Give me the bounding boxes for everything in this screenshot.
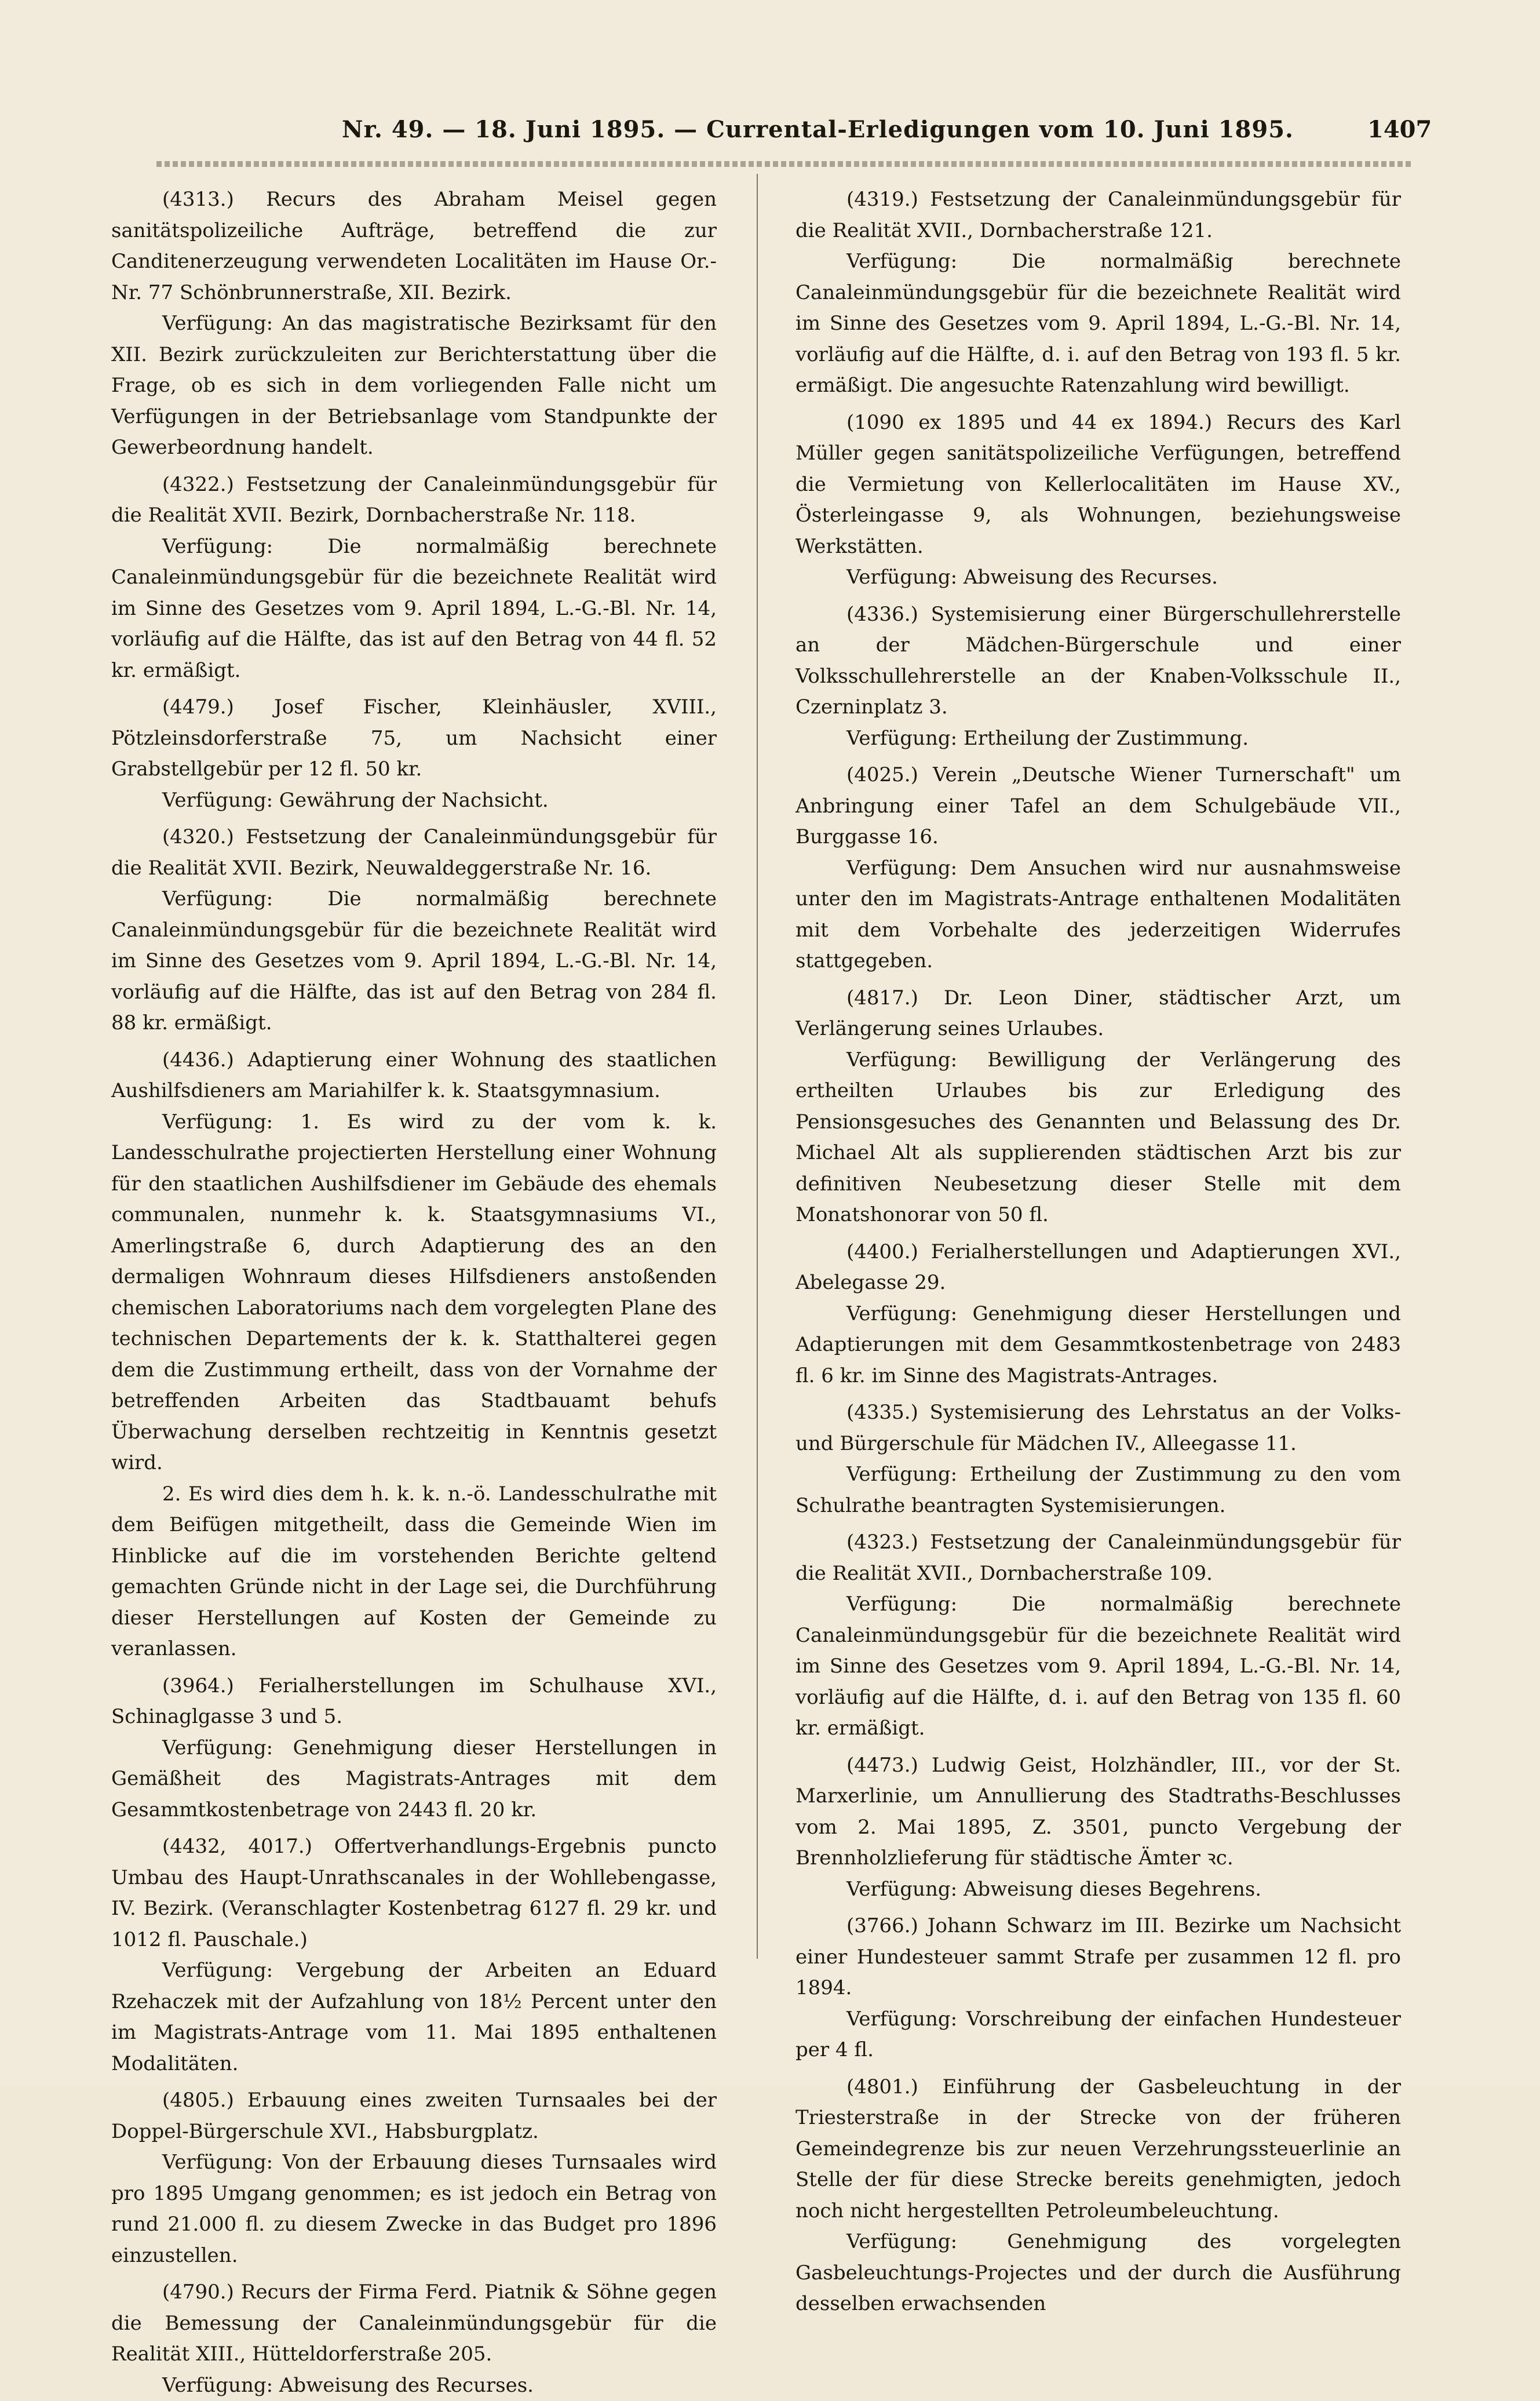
paragraph: Verfügung: Die normalmäßig berechnete Canaleinmündungsgebür für die bezeichnete Realität wird im Sinne des Gesetzes vom 9. April 1894, L.-G.-Bl. Nr. 14, vorläufig auf die Hälfte, das ist auf den Betrag von 284 fl. 88 kr. ermäßigt. (111, 884, 717, 1039)
paragraph: Verfügung: Gewährung der Nachsicht. (111, 785, 717, 817)
paragraph: Verfügung: Dem Ansuchen wird nur ausnahmsweise unter den im Magistrats-Antrage enthaltenen Modalitäten mit dem Vorbehalte des jederzeitigen Widerrufes stattgegeben. (795, 853, 1401, 977)
paragraph: (4432, 4017.) Offertverhandlungs-Ergebnis puncto Umbau des Haupt-Unrathscanales in der Wohllebengasse, IV. Bezirk. (Veranschlagter Kostenbetrag 6127 fl. 29 kr. und 1012 fl. Pauschale.) (111, 1831, 717, 1955)
paragraph: (4336.) Systemisierung einer Bürgerschullehrerstelle an der Mädchen-Bürgerschule und einer Volksschullehrerstelle an der Knaben-Volksschule II., Czerninplatz 3. (795, 599, 1401, 723)
paragraph: (4323.) Festsetzung der Canaleinmündungsgebür für die Realität XVII., Dornbacherstraße 109. (795, 1527, 1401, 1589)
paragraph: (1090 ex 1895 und 44 ex 1894.) Recurs des Karl Müller gegen sanitätspolizeiliche Verfügungen, betreffend die Vermietung von Kellerlocalitäten im Hause XV., Österleingasse 9, als Wohnungen, beziehungsweise Werkstätten. (795, 407, 1401, 563)
paragraph: Verfügung: Die normalmäßig berechnete Canaleinmündungsgebür für die bezeichnete Realität wird im Sinne des Gesetzes vom 9. April 1894, L.-G.-Bl. Nr. 14, vorläufig auf die Hälfte, d. i. auf den Betrag von 193 fl. 5 kr. ermäßigt. Die angesuchte Ratenzahlung wird bewilligt. (795, 246, 1401, 402)
column-divider (757, 174, 758, 1959)
paragraph: (4025.) Verein „Deutsche Wiener Turnerschaft" um Anbringung einer Tafel an dem Schulgebäude VII., Burggasse 16. (795, 760, 1401, 853)
page-number: 1407 (1367, 116, 1432, 143)
paragraph: Verfügung: Genehmigung dieser Herstellungen und Adaptierungen mit dem Gesammtkostenbetrage von 2483 fl. 6 kr. im Sinne des Magistrats-Antrages. (795, 1299, 1401, 1392)
paragraph: (4479.) Josef Fischer, Kleinhäusler, XVIII., Pötzleinsdorferstraße 75, um Nachsicht einer Grabstellgebür per 12 fl. 50 kr. (111, 692, 717, 785)
paragraph: (4805.) Erbauung eines zweiten Turnsaales bei der Doppel-Bürgerschule XVI., Habsburgplatz. (111, 2085, 717, 2147)
paragraph: Verfügung: 1. Es wird zu der vom k. k. Landesschulrathe projectierten Herstellung einer Wohnung für den staatlichen Aushilfsdiener im Gebäude des ehemals communalen, nunmehr k. k. Staatsgymnasiums VI., Amerlingstraße 6, durch Adaptierung des an den dermaligen Wohnraum dieses Hilfsdieners anstoßenden chemischen Laboratoriums nach dem vorgelegten Plane des technischen Departements der k. k. Statthalterei gegen dem die Zustimmung ertheilt, dass von der Vornahme der betreffenden Arbeiten das Stadtbauamt behufs Überwachung derselben rechtzeitig in Kenntnis gesetzt wird. (111, 1107, 717, 1479)
paragraph: (4335.) Systemisierung des Lehrstatus an der Volks- und Bürgerschule für Mädchen IV., Alleegasse 11. (795, 1397, 1401, 1459)
header-rule (156, 161, 1414, 167)
paragraph: (4801.) Einführung der Gasbeleuchtung in der Triesterstraße in der Strecke von der früheren Gemeindegrenze bis zur neuen Verzehrungssteuerlinie an Stelle der für diese Strecke bereits genehmigten, jedoch noch nicht hergestellten Petroleumbeleuchtung. (795, 2072, 1401, 2227)
paragraph: (4473.) Ludwig Geist, Holzhändler, III., vor der St. Marxerlinie, um Annullierung des Stadtraths-Beschlusses vom 2. Mai 1895, Z. 3501, puncto Vergebung der Brennholzlieferung für städtische Ämter ꝛc. (795, 1750, 1401, 1874)
paragraph: (4817.) Dr. Leon Diner, städtischer Arzt, um Verlängerung seines Urlaubes. (795, 983, 1401, 1045)
paragraph: Verfügung: Genehmigung des vorgelegten Gasbeleuchtungs-Projectes und der durch die Ausführung desselben erwachsenden (795, 2227, 1401, 2320)
paragraph: (4400.) Ferialherstellungen und Adaptierungen XVI., Abelegasse 29. (795, 1237, 1401, 1299)
paragraph: (4313.) Recurs des Abraham Meisel gegen sanitätspolizeiliche Aufträge, betreffend die zur Canditenerzeugung verwendeten Localitäten im Hause Or.-Nr. 77 Schönbrunnerstraße, XII. Bezirk. (111, 184, 717, 308)
paragraph: Verfügung: Die normalmäßig berechnete Canaleinmündungsgebür für die bezeichnete Realität wird im Sinne des Gesetzes vom 9. April 1894, L.-G.-Bl. Nr. 14, vorläufig auf die Hälfte, das ist auf den Betrag von 44 fl. 52 kr. ermäßigt. (111, 531, 717, 687)
left-column (111, 184, 717, 2401)
paragraph: (4320.) Festsetzung der Canaleinmündungsgebür für die Realität XVII. Bezirk, Neuwaldeggerstraße Nr. 16. (111, 822, 717, 884)
paragraph: Verfügung: Vergebung der Arbeiten an Eduard Rzehaczek mit der Aufzahlung von 18½ Percent unter den im Magistrats-Antrage vom 11. Mai 1895 enthaltenen Modalitäten. (111, 1955, 717, 2079)
paragraph: Verfügung: Ertheilung der Zustimmung zu den vom Schulrathe beantragten Systemisierungen. (795, 1459, 1401, 1521)
right-column (795, 184, 1401, 2320)
paragraph: Verfügung: Bewilligung der Verlängerung des ertheilten Urlaubes bis zur Erledigung des Pensionsgesuches des Genannten und Belassung des Dr. Michael Alt als supplierenden städtischen Arzt bis zur definitiven Neubesetzung dieser Stelle mit dem Monatshonorar von 50 fl. (795, 1045, 1401, 1231)
paragraph: 2. Es wird dies dem h. k. k. n.-ö. Landesschulrathe mit dem Beifügen mitgetheilt, dass die Gemeinde Wien im Hinblicke auf die im vorstehenden Berichte geltend gemachten Gründe nicht in der Lage sei, die Durchführung dieser Herstellungen auf Kosten der Gemeinde zu veranlassen. (111, 1479, 717, 1665)
paragraph: Verfügung: Abweisung dieses Begehrens. (795, 1874, 1401, 1906)
paragraph: Verfügung: Genehmigung dieser Herstellungen in Gemäßheit des Magistrats-Antrages mit dem Gesammtkostenbetrage von 2443 fl. 20 kr. (111, 1733, 717, 1826)
page-header: Nr. 49. — 18. Juni 1895. — Currental-Erledigungen vom 10. Juni 1895. (342, 116, 1443, 143)
paragraph: (4322.) Festsetzung der Canaleinmündungsgebür für die Realität XVII. Bezirk, Dornbacherstraße Nr. 118. (111, 469, 717, 531)
paragraph: Verfügung: An das magistratische Bezirksamt für den XII. Bezirk zurückzuleiten zur Berichterstattung über die Frage, ob es sich in dem vorliegenden Falle nicht um Verfügungen in der Betriebsanlage vom Standpunkte der Gewerbeordnung handelt. (111, 308, 717, 464)
paragraph: Verfügung: Vorschreibung der einfachen Hundesteuer per 4 fl. (795, 2004, 1401, 2066)
paragraph: Verfügung: Abweisung des Recurses. (795, 562, 1401, 593)
paragraph: (4319.) Festsetzung der Canaleinmündungsgebür für die Realität XVII., Dornbacherstraße 121. (795, 184, 1401, 246)
paragraph: (3964.) Ferialherstellungen im Schulhause XVI., Schinaglgasse 3 und 5. (111, 1671, 717, 1733)
paragraph: Verfügung: Ertheilung der Zustimmung. (795, 723, 1401, 755)
paragraph: Verfügung: Die normalmäßig berechnete Canaleinmündungsgebür für die bezeichnete Realität wird im Sinne des Gesetzes vom 9. April 1894, L.-G.-Bl. Nr. 14, vorläufig auf die Hälfte, d. i. auf den Betrag von 135 fl. 60 kr. ermäßigt. (795, 1589, 1401, 1744)
paragraph: (3766.) Johann Schwarz im III. Bezirke um Nachsicht einer Hundesteuer sammt Strafe per zusammen 12 fl. pro 1894. (795, 1911, 1401, 2004)
paragraph: (4790.) Recurs der Firma Ferd. Piatnik & Söhne gegen die Bemessung der Canaleinmündungsgebür für die Realität XIII., Hütteldorferstraße 205. (111, 2277, 717, 2370)
paragraph: Verfügung: Von der Erbauung dieses Turnsaales wird pro 1895 Umgang genommen; es ist jedoch ein Betrag von rund 21.000 fl. zu diesem Zwecke in das Budget pro 1896 einzustellen. (111, 2147, 717, 2271)
paragraph: (4436.) Adaptierung einer Wohnung des staatlichen Aushilfsdieners am Mariahilfer k. k. Staatsgymnasium. (111, 1045, 717, 1107)
paragraph: Verfügung: Abweisung des Recurses. (111, 2370, 717, 2401)
